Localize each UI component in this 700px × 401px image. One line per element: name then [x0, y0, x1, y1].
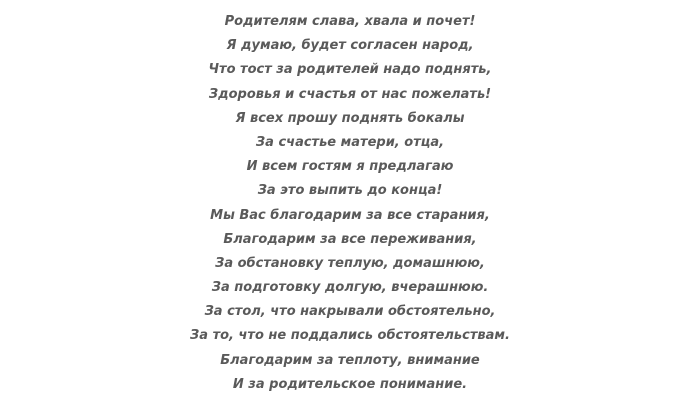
poem-line-14: За то, что не поддались обстоятельствам.: [190, 328, 510, 344]
poem-line-13: За стол, что накрывали обстоятельно,: [204, 304, 496, 320]
poem-line-10: Благодарим за все переживания,: [223, 231, 477, 247]
poem-line-12: За подготовку долгую, вчерашнюю.: [211, 280, 489, 296]
poem-line-9: Мы Вас благодарим за все старания,: [210, 207, 490, 223]
poem-line-5: Я всех прошу поднять бокалы: [235, 110, 465, 126]
poem-line-2: Я думаю, будет согласен народ,: [226, 38, 474, 54]
poem-line-16: И за родительское понимание.: [232, 376, 468, 392]
poem-line-1: Родителям слава, хвала и почет!: [224, 14, 476, 29]
poem-line-11: За обстановку теплую, домашнюю,: [215, 255, 485, 271]
poem-line-15: Благодарим за теплоту, внимание: [220, 352, 480, 368]
poem-line-3: Что тост за родителей надо поднять,: [208, 62, 492, 78]
poem-line-6: За счастье матери, отца,: [255, 134, 445, 150]
poem-line-7: И всем гостям я предлагаю: [246, 159, 454, 175]
poem-line-4: Здоровья и счастья от нас пожелать!: [208, 86, 492, 102]
poem-line-8: За это выпить до конца!: [257, 183, 443, 199]
